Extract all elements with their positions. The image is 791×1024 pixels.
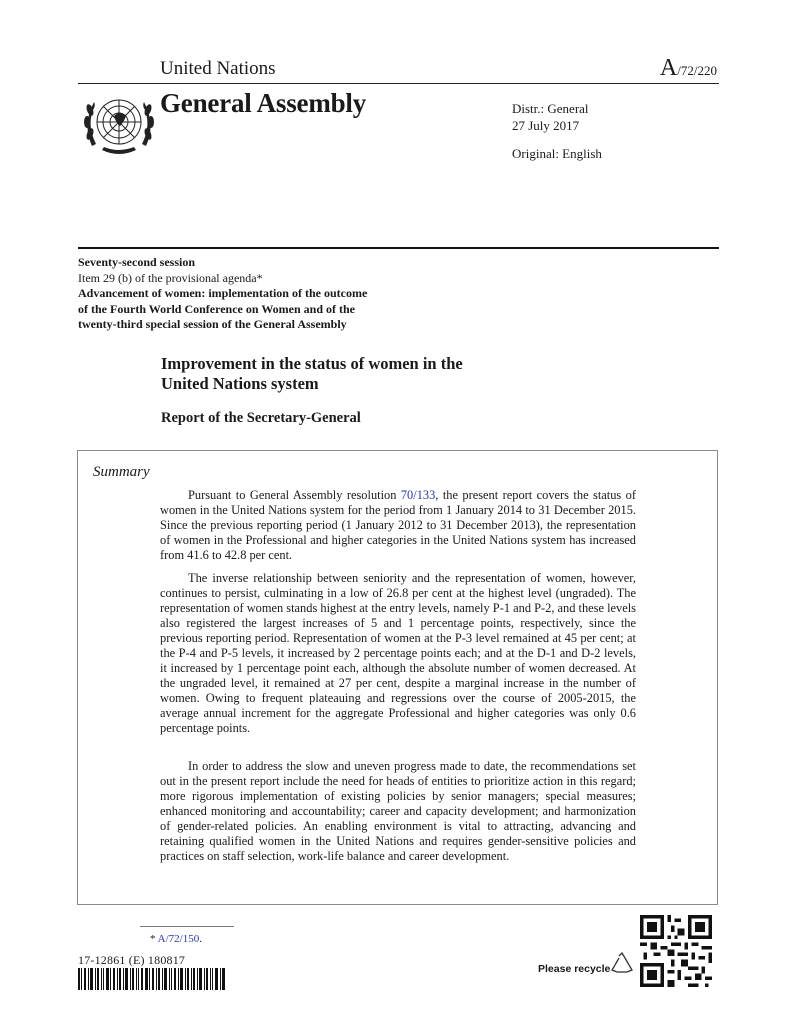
recycle-label: Please recycle — [538, 963, 611, 975]
footnote-rule — [140, 926, 234, 927]
document-symbol — [660, 55, 717, 82]
footnote — [150, 933, 202, 945]
summary-paragraph-3: In order to address the slow and uneven progress made to date, the recommendations set out in the present report include the need for heads of entities to prioritize action in this regard; more rigorous implementation of existing policies by senior managers; special measures; enhanced monitoring and accountability; career and capacity development; and harmonization of gender-related policies. An enabling environment is vital to attracting, advancing and retaining qualified women in the United Nations and requires gender-sensitive policies and practices on staff selection, work-life balance and career development. — [160, 759, 636, 864]
resolution-link[interactable]: 70/133 — [400, 488, 436, 502]
header-rule — [78, 83, 719, 84]
body-name: General Assembly — [160, 88, 367, 118]
document-date: 27 July 2017 — [512, 118, 580, 133]
summary-heading: Summary — [93, 464, 150, 480]
original-language: Original: English — [512, 146, 602, 161]
footnote-end: . — [199, 933, 202, 945]
symbol-suffix: /72/220 — [677, 63, 717, 78]
session-block — [78, 255, 478, 333]
summary-paragraph-2: The inverse relationship between seniority and the representation of women, however, continues to persist, culminating in a low of 26.8 per cent at the highest level (ungraded). The representation of women stands highest at the entry levels, namely P-1 and P-2, and these levels also registered the largest increases of 5 and 1 percentage points, respectively, since the previous reporting period. Representation of women at the P-3 level remained at 45 per cent; at the P-4 and P-5 levels, it increased by 2 percentage points each; and at the D-1 and D-2 levels, it increased by 1 percentage point each, although the absolute number of women decreased. At the ungraded level, it remained at 27 per cent, despite a marginal increase in the number of women. Owing to frequent plateauing and regressions over the course of 2005-2015, the average annual increment for the aggregate Professional and higher categories was only 0.6 percentage points. — [160, 571, 636, 736]
document-title — [161, 354, 463, 394]
summary-paragraph-1 — [160, 488, 636, 563]
distribution-info — [512, 100, 589, 134]
organization-name: United Nations — [160, 58, 276, 79]
agenda-title-line3: twenty-third special session of the General Assembly — [78, 317, 347, 331]
agenda-item: Item 29 (b) of the provisional agenda* — [78, 270, 263, 285]
un-emblem-icon — [80, 88, 158, 158]
session-rule — [78, 247, 719, 249]
agenda-title-line1: Advancement of women: implementation of the outcome — [78, 286, 368, 300]
session-name: Seventy-second session — [78, 255, 196, 269]
barcode-icon — [78, 968, 225, 990]
report-subtitle: Report of the Secretary-General — [161, 410, 361, 426]
p1-text-start: Pursuant to General Assembly resolution — [188, 488, 401, 502]
job-number: 17-12861 (E) 180817 — [78, 953, 186, 967]
distribution: Distr.: General — [512, 101, 589, 116]
title-line2: United Nations system — [161, 374, 319, 393]
agenda-title-line2: of the Fourth World Conference on Women and of the — [78, 301, 356, 316]
symbol-prefix: A — [659, 55, 678, 81]
footnote-link[interactable]: A/72/150 — [157, 933, 200, 945]
footnote-mark: * — [150, 933, 158, 945]
qr-code-icon — [640, 915, 712, 987]
p1-text-end: , the present report covers the status of women in the United Nations system for the period from 1 January 2014 to 31 December 2015. Since the previous reporting period (1 January 2012 to 31 December 2013), the representation of women in the Professional and higher categories in the United Nations system has increased from 41.6 to 42.8 per cent. — [160, 488, 636, 563]
title-line1: Improvement in the status of women in the — [161, 354, 463, 373]
recycle-icon — [610, 952, 634, 976]
